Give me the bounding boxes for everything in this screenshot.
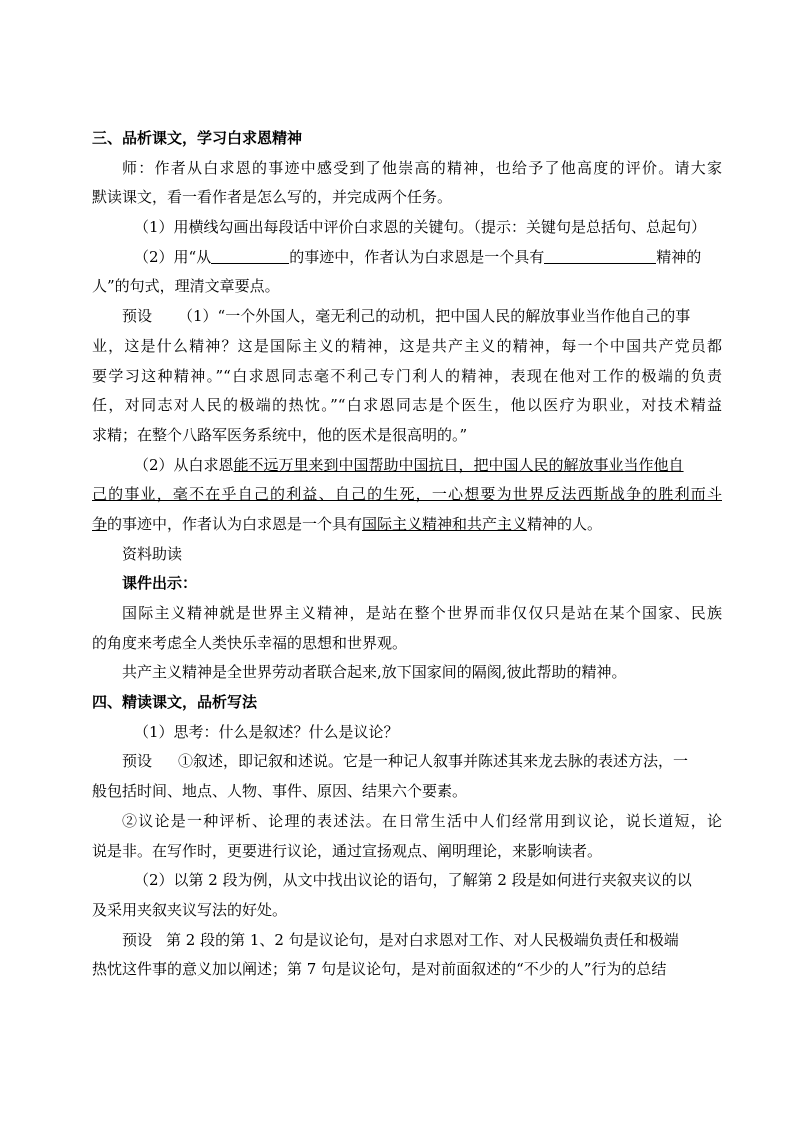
preset-a-line: 般包括时间、地点、人物、事件、原因、结果六个要素。 <box>92 782 468 801</box>
teacher-paragraph-line: 默读课文，看一看作者是怎么写的，并完成两个任务。 <box>92 188 453 207</box>
section-4-heading: 四、精读课文，品析写法 <box>92 693 258 712</box>
preset-b-line: 热忱这件事的意义加以阐述；第 7 句是议论句，是对前面叙述的“不少的人”行为的总结 <box>92 960 667 979</box>
preset-2-text: （2）从白求恩 <box>134 455 234 474</box>
task-2-text: （2）用“从 <box>134 247 212 266</box>
preset-b-text: 第 2 段的第 1、2 句是议论句，是对白求恩对工作、对人民极端负责任和极端 <box>166 930 679 949</box>
preset-2-line <box>92 510 722 540</box>
underlined-answer: 国际主义精神和共产主义 <box>362 514 528 533</box>
task-2 <box>92 243 722 273</box>
section-3-heading: 三、品析课文，学习白求恩精神 <box>92 129 303 147</box>
preset-2-text: 的事迹中，作者认为白求恩是一个具有 <box>107 514 363 533</box>
question-1: （1）思考：什么是叙述？什么是议论？ <box>134 722 399 741</box>
preset-a-text: ①叙述，即记叙和述说。它是一种记人叙事并陈述其来龙去脉的表述方法，一 <box>178 752 689 771</box>
preset-2-text: 精神的人。 <box>527 514 603 533</box>
preset-1-line: 要学习这种精神。”“白求恩同志毫不利己专门利人的精神，表现在他对工作的极端的负责 <box>92 366 722 385</box>
task-2-line-2: 人”的句式，理清文章要点。 <box>92 277 280 296</box>
preset-1-line: 任，对同志对人民的极端的热忱。”“白求恩同志是个医生，他以医疗为职业，对技术精益 <box>92 396 722 415</box>
preset-a-line <box>92 747 722 777</box>
argument-line: ②议论是一种评析、论理的表述法。在日常生活中人们经常用到议论，说长道短，论 <box>122 811 722 830</box>
task-2-text: 精神的 <box>656 247 702 266</box>
preset-1-line: 求精；在整个八路军医务系统中，他的医术是很高明的。” <box>92 425 468 444</box>
underlined-answer: 能不远万里来到中国帮助中国抗日，把中国人民的解放事业当作他自 <box>233 455 684 474</box>
underlined-answer: 争 <box>92 514 108 533</box>
preset-label: 预设 <box>122 752 153 771</box>
preset-label: 预设 <box>122 307 153 326</box>
communism-line: 共产主义精神是全世界劳动者联合起来,放下国家间的隔阂,彼此帮助的精神。 <box>122 663 627 682</box>
document-body <box>92 124 722 985</box>
fill-in-blank <box>211 246 289 264</box>
material-label: 资料助读 <box>122 544 183 563</box>
preset-2-line <box>92 451 722 481</box>
fill-in-blank <box>544 246 656 264</box>
argument-line: 说是非。在写作时，更要进行议论，通过宣扬观点、阐明理论，来影响读者。 <box>92 841 603 860</box>
teacher-paragraph-line: 师：作者从白求恩的事迹中感受到了他崇高的精神，也给予了他高度的评价。请大家 <box>122 158 722 177</box>
internationalism-line: 国际主义精神就是世界主义精神，是站在整个世界而非仅仅只是站在某个国家、民族 <box>122 604 722 622</box>
preset-1-text: （1）“一个外国人，毫无利己的动机，把中国人民的解放事业当作他自己的事 <box>178 307 691 326</box>
courseware-label: 课件出示： <box>122 574 198 593</box>
underlined-answer: 己的事业，毫不在乎自己的利益、自己的生死，一心想要为世界反法西斯战争的胜利而斗 <box>92 485 722 504</box>
preset-1-line <box>92 302 722 332</box>
task-1: （1）用横线勾画出每段话中评价白求恩的关键句。（提示：关键句是总括句、总起句） <box>134 218 707 237</box>
internationalism-line: 的角度来考虑全人类快乐幸福的思想和世界观。 <box>92 633 408 652</box>
preset-b-line <box>92 926 722 956</box>
question-2: （2）以第 2 段为例，从文中找出议论的语句，了解第 2 段是如何进行夹叙夹议的以 <box>134 871 692 890</box>
question-2: 及采用夹叙夹议写法的好处。 <box>92 900 288 919</box>
preset-label: 预设 <box>122 930 153 949</box>
task-2-text: 的事迹中，作者认为白求恩是一个具有 <box>289 247 545 266</box>
preset-1-line: 业，这是什么精神？这是国际主义的精神，这是共产主义的精神，每一个中国共产党员都 <box>92 336 722 355</box>
